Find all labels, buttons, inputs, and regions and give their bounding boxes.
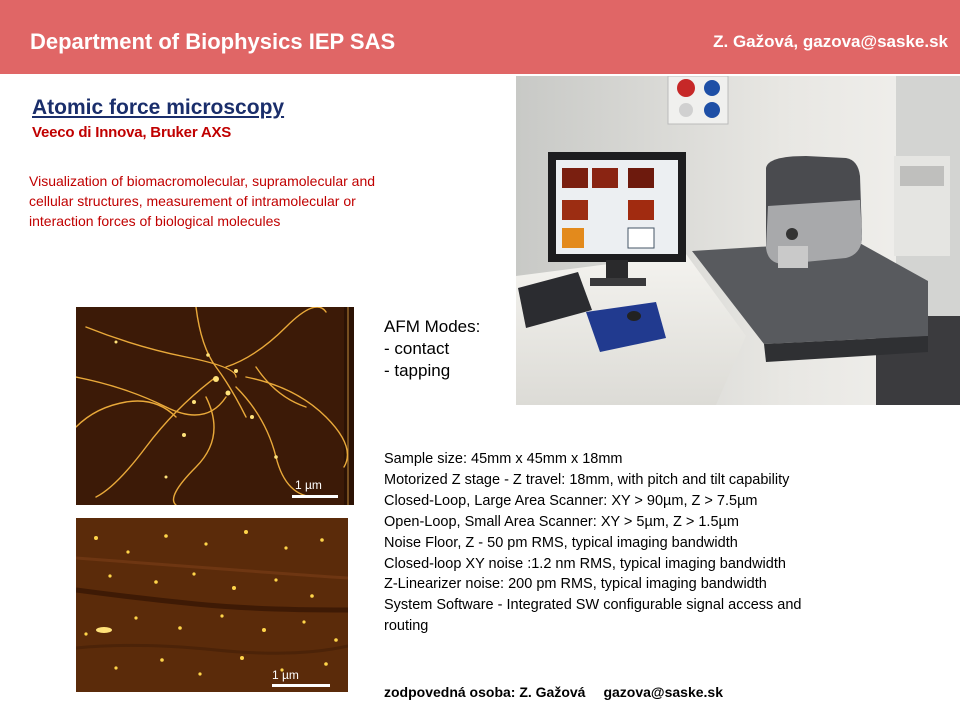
spec-line: Motorized Z stage - Z travel: 18mm, with pitch and tilt capability [384, 471, 790, 488]
footer-email: gazova@saske.sk [603, 684, 723, 700]
spec-line: Noise Floor, Z - 50 pm RMS, typical imaging bandwidth [384, 534, 738, 551]
particles-illustration [76, 518, 348, 692]
department-title: Department of Biophysics IEP SAS [30, 29, 396, 54]
modes-heading: AFM Modes: [384, 317, 481, 336]
spec-line: Open-Loop, Small Area Scanner: XY > 5µm, Z > 1.5µm [384, 513, 739, 530]
page-title: Atomic force microscopy [32, 96, 285, 119]
afm-image-particles [76, 518, 348, 692]
header-bar [0, 0, 960, 74]
afm-modes [384, 316, 480, 382]
lab-photo [516, 76, 960, 405]
responsible-person: zodpovedná osoba: Z. Gažová [384, 684, 586, 700]
scale-label: 1 µm [295, 478, 322, 492]
spec-line: Sample size: 45mm x 45mm x 18mm [384, 451, 623, 467]
header-contact: Z. Gažová, gazova@saske.sk [713, 32, 948, 51]
fibrils-illustration [76, 307, 354, 505]
lab-photo-illustration [516, 76, 960, 405]
spec-line: Z-Linearizer noise: 200 pm RMS, typical imaging bandwidth [384, 576, 767, 593]
spec-line: Closed-loop XY noise :1.2 nm RMS, typical imaging bandwidth [384, 555, 786, 572]
instrument-subtitle: Veeco di Innova, Bruker AXS [32, 124, 232, 141]
scale-bar [272, 684, 330, 687]
mode-item: - contact [384, 339, 450, 358]
mode-item: - tapping [384, 361, 451, 380]
scale-bar [292, 495, 338, 498]
scale-label: 1 µm [272, 668, 299, 682]
afm-image-fibrils [76, 307, 354, 505]
footer-contact [384, 684, 723, 700]
spec-line: System Software - Integrated SW configurable signal access and [384, 597, 802, 614]
spec-line: routing [384, 618, 429, 635]
description-line: cellular structures, measurement of intramolecular or [29, 193, 356, 209]
spec-line: Closed-Loop, Large Area Scanner: XY > 90µm, Z > 7.5µm [384, 492, 758, 509]
description [29, 171, 479, 231]
specifications [384, 449, 801, 637]
description-line: interaction forces of biological molecules [29, 213, 281, 229]
description-line: Visualization of biomacromolecular, supramolecular and [29, 173, 376, 189]
